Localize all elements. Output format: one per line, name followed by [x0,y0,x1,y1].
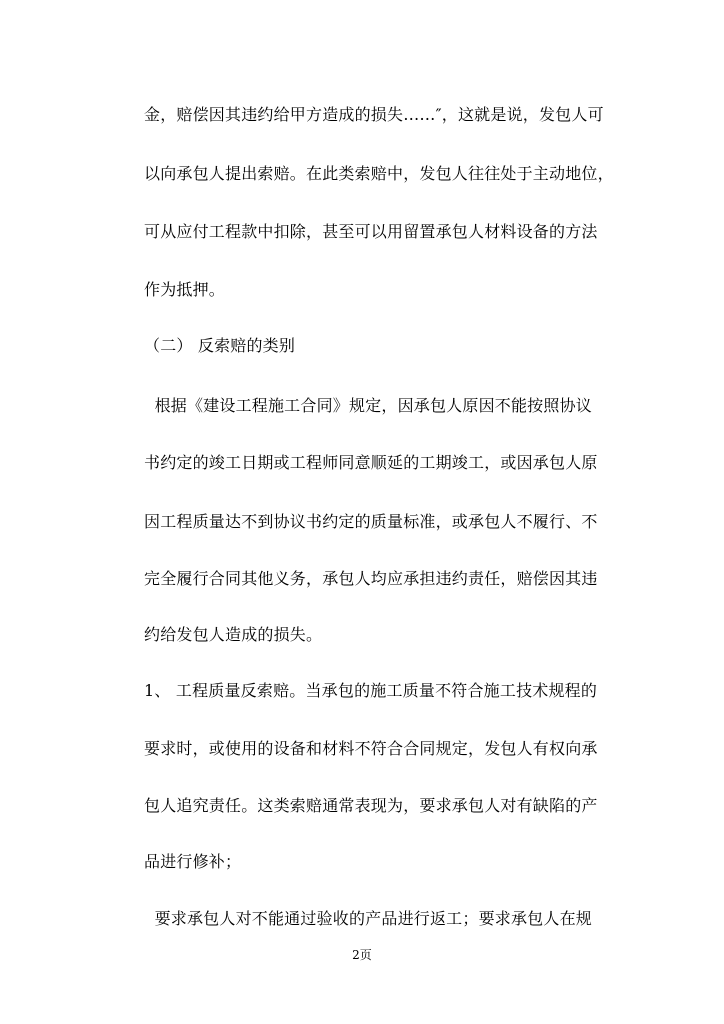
text-line: 可从应付工程款中扣除，甚至可以用留置承包人材料设备的方法 [144,222,598,241]
text-line: 约给发包人造成的损失。 [144,625,323,644]
text-line: 包人追究责任。这类索赔通常表现为，要求承包人对有缺陷的产 [144,796,598,815]
text-line: 要求承包人对不能通过验收的产品进行返工；要求承包人在规 [144,909,592,928]
page-number: 2页 [352,948,372,962]
text-line: 品进行修补； [144,852,242,871]
text-line: 根据《建设工程施工合同》规定，因承包人原因不能按照协议 [144,396,592,415]
text-line: 作为抵押。 [144,280,226,299]
text-line: 金，赔偿因其违约给甲方造成的损失……″，这就是说，发包人可 [144,105,604,124]
section-heading: （二） 反索赔的类别 [144,336,296,355]
text-line: 要求时，或使用的设备和材料不符合合同规定，发包人有权向承 [144,739,598,758]
text-line: 因工程质量达不到协议书约定的质量标准，或承包人不履行、不 [144,512,598,531]
text-line: 书约定的竣工日期或工程师同意顺延的工期竣工，或因承包人原 [144,453,598,472]
list-item: 1、 工程质量反索赔。当承包的施工质量不符合施工技术规程的 [144,681,598,700]
text-line: 完全履行合同其他义务，承包人均应承担违约责任，赔偿因其违 [144,569,598,588]
text-line: 以向承包人提出索赔。在此类索赔中，发包人往往处于主动地位， [144,164,614,183]
